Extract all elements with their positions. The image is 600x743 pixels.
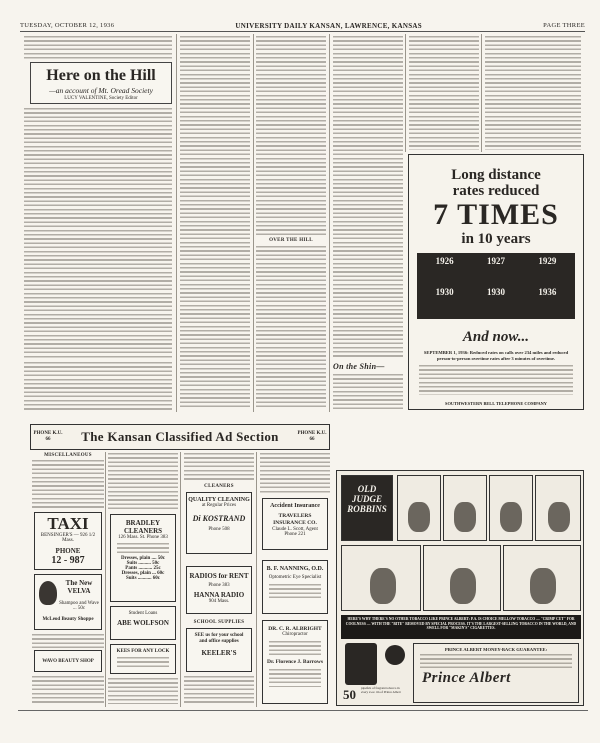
over-the-hill-heading: OVER THE HILL	[269, 238, 313, 243]
albright-title: DR. C. R. ALBRIGHT	[268, 626, 322, 632]
velva-line2: McLeod Beauty Shoppe	[42, 617, 94, 622]
bradley-row: Pants ........... 25c	[125, 566, 161, 571]
guarantee-text	[420, 654, 572, 668]
bradley-row: Dresses, plain .... 50c	[120, 556, 166, 561]
comic-panel	[397, 475, 441, 541]
column-rule	[180, 452, 181, 707]
prince-albert-price-sub: pipefuls of fragrant tobacco in every 2-oz. tin of Prince Albert	[361, 686, 401, 694]
taxi-phone: 12 - 987	[51, 555, 85, 566]
comic-panel	[423, 545, 501, 611]
travelers-title: Accident Insurance	[270, 503, 320, 509]
tobacco-tin-icon	[345, 643, 377, 685]
classified-text	[108, 678, 178, 704]
on-the-shin-heading: On the Shin—	[333, 362, 385, 371]
bell-year: 1929	[538, 256, 557, 266]
bradley-row: Dresses, plain ... 60c	[121, 571, 165, 576]
classified-text	[184, 676, 254, 704]
prince-albert-banner: HERE'S WHY THERE'S NO OTHER TOBACCO LIKE PRINCE ALBERT: P.A. IS CHOICE MELLOW TOBACCO — "CRIMP CUT" FOR COOLNESS — WITH THE "BITE" REMOVED BY SPECIAL PROCESS. IT'S THE LARGEST-SELLING TOBACCO IN THE WORLD, AND SWELL FOR "MAKIN'S" CIGARETTES.	[341, 615, 581, 639]
figure-icon	[500, 502, 522, 532]
travelers-agent: Claude L. Scott, Agent	[272, 527, 318, 532]
quality-title: QUALITY CLEANING	[188, 497, 250, 503]
bell-telephone-ad	[408, 154, 584, 410]
column-rule	[329, 34, 330, 412]
prince-albert-ad	[336, 470, 584, 706]
taxi-sub: BENSINGER'S — 926 1/2 Mass.	[40, 533, 96, 543]
bell-year: 1927	[486, 256, 505, 266]
keelers-name: KEELER'S	[201, 649, 237, 657]
bell-rate-chart	[417, 253, 575, 319]
quality-cleaning-ad	[186, 492, 252, 554]
body-text	[24, 108, 172, 358]
see-us-title: SEE us for your school and office supplies	[194, 633, 244, 644]
nanning-ad	[262, 560, 328, 614]
bradley-title: BRADLEY CLEANERS	[123, 519, 163, 535]
classified-text	[32, 634, 104, 648]
velva-title: The New VELVA	[65, 579, 93, 595]
classified-phone-left: PHONE K.U. 66	[33, 431, 63, 442]
body-text	[485, 36, 581, 150]
bell-year: 1930	[486, 287, 505, 297]
bell-body: SEPTEMBER 1, 1936: Reduced rates on calls over 234 miles and reduced person-to-person overtime rates after 3 minutes of overtime.	[423, 350, 569, 361]
classified-text	[260, 453, 330, 495]
albright-text	[269, 641, 321, 655]
portrait-icon	[39, 581, 57, 605]
body-text	[333, 36, 403, 358]
comic-title-panel	[341, 475, 393, 541]
figure-icon	[450, 568, 476, 604]
hill-header-box	[30, 62, 172, 104]
bell-year: 1930	[435, 287, 454, 297]
body-text	[333, 374, 403, 410]
travelers-phone: Phone 221	[284, 532, 306, 537]
bell-headline-3: 7 TIMES	[433, 198, 559, 231]
keelers-ad	[186, 628, 252, 672]
column-rule	[256, 452, 257, 707]
column-rule	[253, 34, 254, 412]
body-text	[24, 362, 172, 410]
albright-ad	[262, 620, 328, 704]
velva-line1: Shampoo and Wave ... 50c	[59, 601, 99, 611]
bottom-rule	[18, 710, 588, 711]
radios-title: RADIOS for RENT	[189, 572, 249, 580]
comic-panel	[535, 475, 581, 541]
guarantee-title: PRINCE ALBERT MONEY-BACK GUARANTEE:	[444, 647, 548, 652]
body-text	[409, 36, 479, 150]
taxi-title: TAXI	[47, 514, 89, 533]
classified-header	[30, 424, 330, 450]
badge-icon	[385, 645, 405, 665]
prince-albert-price: 50	[343, 687, 356, 702]
taxi-ad	[34, 512, 102, 570]
figure-icon	[548, 502, 570, 532]
bradley-row: Suits .......... 50c	[126, 561, 160, 566]
kees-title: KEES FOR ANY LOCK	[116, 649, 170, 654]
masthead-date: TUESDAY, OCTOBER 12, 1936	[20, 22, 115, 29]
figure-icon	[408, 502, 430, 532]
travelers-insurance-ad	[262, 498, 328, 550]
column-rule	[176, 34, 177, 412]
classified-phone-right: PHONE K.U. 66	[297, 431, 327, 442]
velva-ad	[34, 574, 102, 630]
kees-ad	[110, 644, 176, 674]
body-text	[24, 36, 172, 60]
albright-sub: Chiropractor	[282, 632, 308, 637]
comic-panel	[489, 475, 533, 541]
barrows-text	[269, 669, 321, 687]
bell-year: 1926	[435, 256, 454, 266]
comic-panel	[443, 475, 487, 541]
hill-subtitle: —an account of Mt. Oread Society	[49, 86, 153, 95]
body-text	[180, 36, 250, 410]
prince-albert-logo: Prince Albert	[422, 670, 511, 686]
radios-for-rent-ad	[186, 566, 252, 614]
bell-headline-1: Long distance	[451, 167, 541, 183]
wavo-ad	[34, 650, 102, 672]
bradley-row: Suits ........... 60c	[125, 576, 161, 581]
comic-panel	[341, 545, 421, 611]
section-school-supplies: SCHOOL SUPPLIES	[193, 620, 245, 625]
bradley-text	[117, 543, 169, 553]
classified-text	[184, 453, 254, 481]
bradley-addr: 126 Mass. St. Phone 383	[118, 535, 168, 540]
nanning-text	[269, 584, 321, 600]
masthead-page: PAGE THREE	[543, 22, 585, 29]
classified-text	[32, 460, 104, 508]
abe-wolfson-ad	[110, 606, 176, 640]
body-text	[256, 246, 326, 410]
barrows-name: Dr. Florence J. Barrows	[267, 659, 323, 665]
bell-headline-2: rates reduced	[452, 183, 540, 199]
bell-body-text	[419, 365, 573, 395]
section-cleaners: CLEANERS	[204, 484, 234, 489]
bell-headline-4: in 10 years	[461, 231, 531, 247]
column-rule	[481, 34, 482, 152]
quality-phone: Phone 508	[208, 527, 230, 532]
comic-title: OLD JUDGE ROBBINS	[347, 484, 387, 514]
guarantee-box	[413, 643, 579, 703]
bell-company: SOUTHWESTERN BELL TELEPHONE COMPANY	[445, 401, 547, 407]
nanning-sub: Optometric Eye Specialist	[268, 575, 322, 580]
quality-sub: at Regular Prices	[201, 503, 237, 508]
figure-icon	[454, 502, 476, 532]
comic-panel	[503, 545, 581, 611]
radios-addr: 904 Mass.	[208, 599, 230, 604]
bell-and-now: And now...	[462, 329, 530, 345]
classified-text	[32, 676, 104, 704]
figure-icon	[370, 568, 396, 604]
masthead-title: UNIVERSITY DAILY KANSAN, LAWRENCE, KANSAS	[235, 21, 422, 30]
radios-phone: Phone 383	[208, 583, 230, 588]
radios-name: HANNA RADIO	[193, 591, 245, 599]
masthead	[20, 20, 585, 32]
classified-text	[108, 453, 178, 511]
kees-text	[117, 657, 169, 669]
figure-icon	[530, 568, 556, 604]
abe-sub: Student Loans	[128, 611, 158, 616]
hill-byline: LUCY VALENTINE, Society Editor	[64, 96, 138, 101]
taxi-phone-label: PHONE	[55, 547, 81, 555]
nanning-title: B. F. NANNING, O.D.	[266, 566, 324, 572]
abe-title: ABE WOLFSON	[117, 619, 169, 627]
wavo-title: WAVO BEAUTY SHOP	[42, 659, 94, 664]
bell-year: 1936	[538, 287, 557, 297]
body-text	[256, 36, 326, 236]
classified-title: The Kansan Classified Ad Section	[81, 429, 279, 444]
quality-brand: Di KOSTRAND	[192, 514, 246, 523]
hill-title: Here on the Hill	[46, 67, 156, 84]
column-rule	[105, 452, 106, 707]
bradley-cleaners-ad	[110, 514, 176, 602]
column-rule	[405, 34, 406, 152]
travelers-name: TRAVELERS INSURANCE CO.	[273, 513, 317, 526]
section-misc: MISCELLANEOUS	[44, 453, 92, 458]
